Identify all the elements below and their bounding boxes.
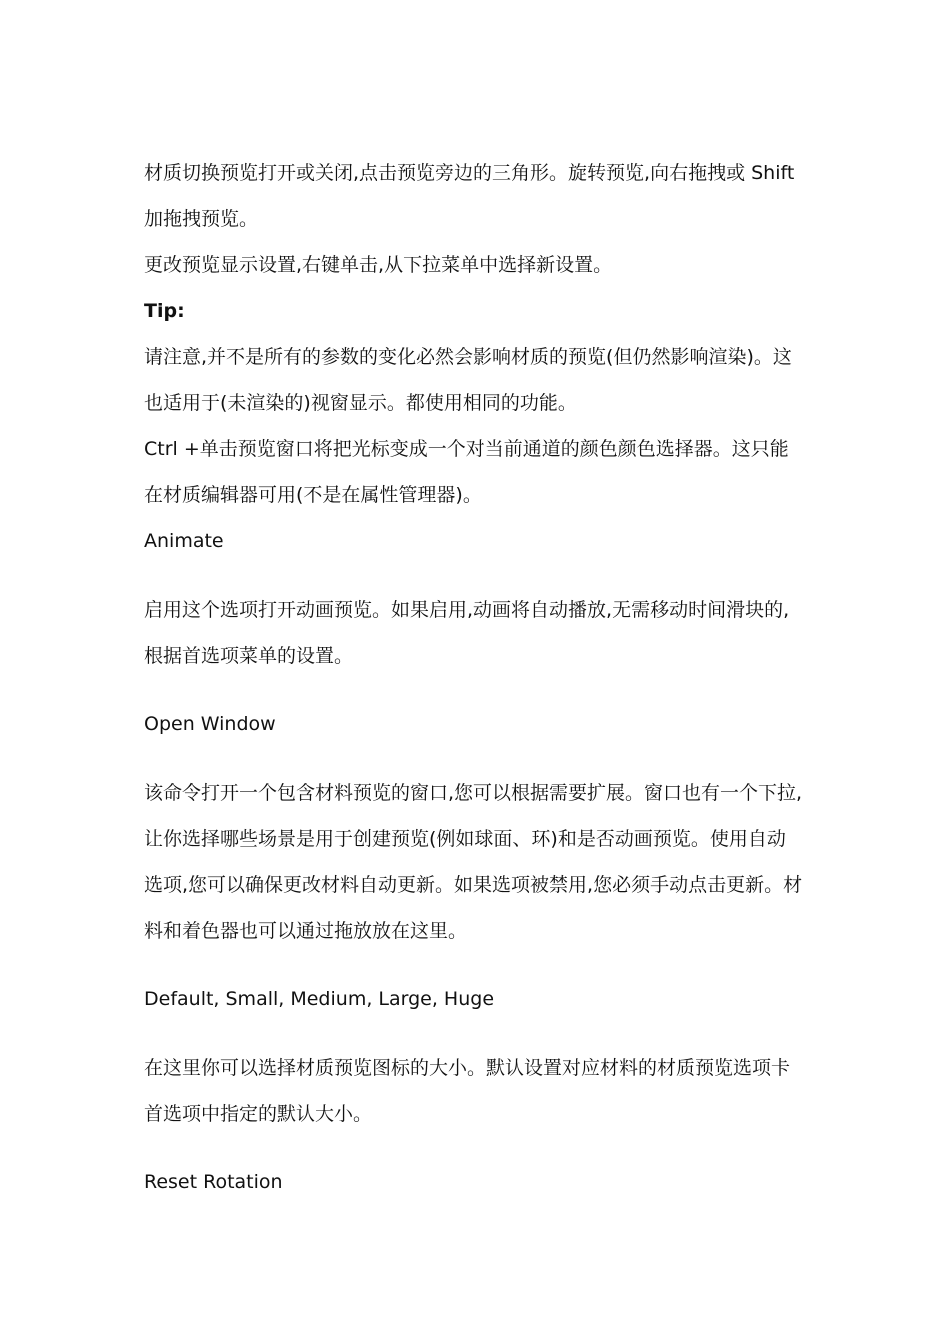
section-heading-reset-rotation: Reset Rotation — [144, 1171, 283, 1193]
paragraph-preview-toggle-line-1: 材质切换预览打开或关闭,点击预览旁边的三角形。旋转预览,向右拖拽或 Shift — [144, 162, 795, 184]
tip-text-line-1: 请注意,并不是所有的参数的变化必然会影响材质的预览(但仍然影响渲染)。这 — [144, 346, 792, 368]
section-heading-open-window: Open Window — [144, 713, 276, 735]
ctrl-click-line-1: Ctrl +单击预览窗口将把光标变成一个对当前通道的颜色颜色选择器。这只能 — [144, 438, 789, 460]
tip-text-line-2: 也适用于(未渲染的)视窗显示。都使用相同的功能。 — [144, 392, 577, 414]
open-window-text-line-1: 该命令打开一个包含材料预览的窗口,您可以根据需要扩展。窗口也有一个下拉, — [144, 782, 803, 804]
open-window-text-line-2: 让你选择哪些场景是用于创建预览(例如球面、环)和是否动画预览。使用自动 — [144, 828, 786, 850]
sizes-text-line-1: 在这里你可以选择材质预览图标的大小。默认设置对应材料的材质预览选项卡 — [144, 1057, 791, 1079]
paragraph-preview-toggle-line-2: 加拖拽预览。 — [144, 208, 259, 230]
section-heading-animate: Animate — [144, 530, 224, 552]
open-window-text-line-4: 料和着色器也可以通过拖放放在这里。 — [144, 920, 468, 942]
animate-text-line-1: 启用这个选项打开动画预览。如果启用,动画将自动播放,无需移动时间滑块的, — [144, 599, 790, 621]
sizes-text-line-2: 首选项中指定的默认大小。 — [144, 1103, 373, 1125]
paragraph-preview-settings: 更改预览显示设置,右键单击,从下拉菜单中选择新设置。 — [144, 254, 613, 276]
ctrl-click-line-2: 在材质编辑器可用(不是在属性管理器)。 — [144, 484, 482, 506]
animate-text-line-2: 根据首选项菜单的设置。 — [144, 645, 354, 667]
open-window-text-line-3: 选项,您可以确保更改材料自动更新。如果选项被禁用,您必须手动点击更新。材 — [144, 874, 803, 896]
tip-heading: Tip: — [144, 300, 185, 322]
section-heading-sizes: Default, Small, Medium, Large, Huge — [144, 988, 495, 1010]
